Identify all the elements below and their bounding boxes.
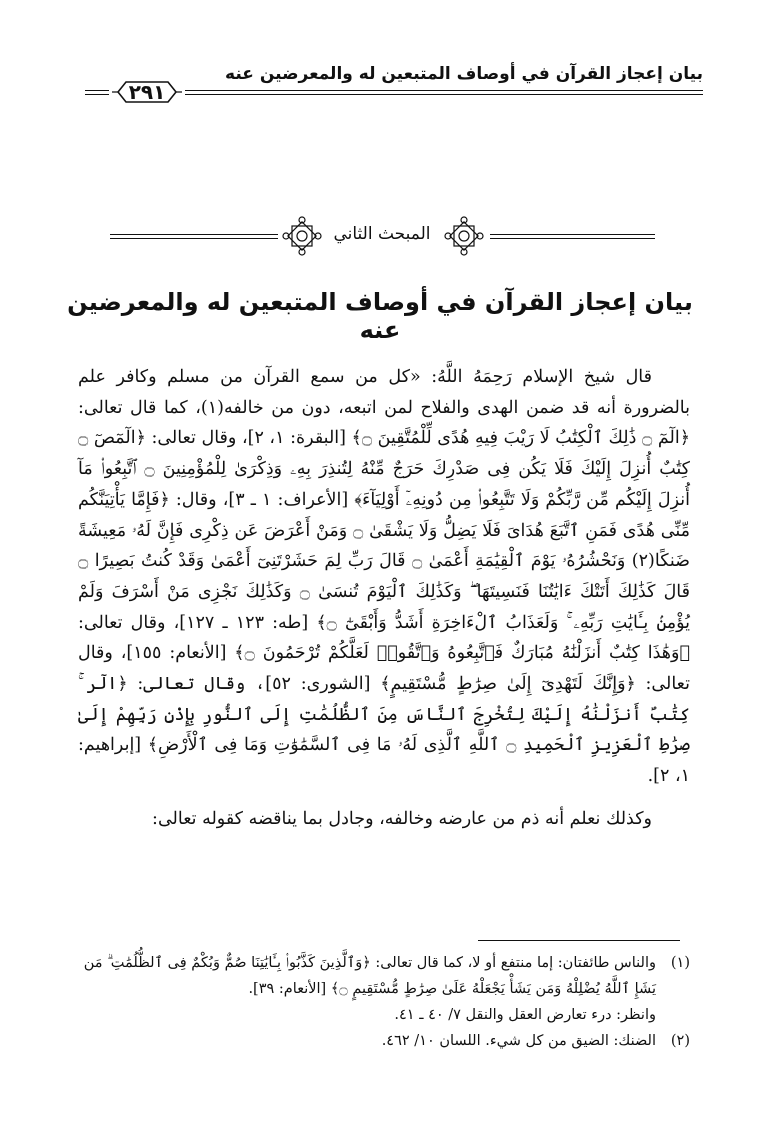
header-rule (85, 90, 109, 91)
header-rule (185, 94, 703, 95)
footnote-text: وانظر: درء تعارض العقل والنقل ٧/ ٤٠ ـ ٤١. (394, 1007, 656, 1023)
section-rule (110, 238, 278, 239)
footnote (78, 1028, 690, 1054)
section-label: المبحث الثاني (333, 224, 431, 244)
running-header-title: بيان إعجاز القرآن في أوصاف المتبعين له والمعرضين عنه (225, 64, 703, 84)
section-rule (490, 234, 655, 235)
page-number-text: ٢٩١ (128, 80, 166, 104)
footnote (78, 950, 690, 1028)
paragraph: قال شيخ الإسلام رَحِمَهُ اللَّهُ: «كل من سمع القرآن من مسلم وكافر علم بالضرورة أنه قد ضمن الهدى والفلاح لمن اتبعه، دون من خالفه(١)، كما قال تعالى: ﴿الٓمٓ ۝ ذَٰلِكَ ٱلْكِتَٰبُ لَا رَيْبَ فِيهِ هُدًى لِّلْمُتَّقِينَ ۝﴾ [البقرة: ١، ٢]، وقال تعالى: ﴿الٓمٓصٓ ۝ كِتَٰبٌ أُنزِلَ إِلَيْكَ فَلَا يَكُن فِى صَدْرِكَ حَرَجٌ مِّنْهُ لِتُنذِرَ بِهِۦ وَذِكْرَىٰ لِلْمُؤْمِنِينَ ۝ ٱتَّبِعُوا۟ مَآ أُنزِلَ إِلَيْكُم مِّن رَّبِّكُمْ وَلَا تَتَّبِعُوا۟ مِن دُونِهِۦٓ أَوْلِيَآءَ﴾ [الأعراف: ١ ـ ٣]، وقال: ﴿فَإِمَّا يَأْتِيَنَّكُم مِّنِّى هُدًى فَمَنِ ٱتَّبَعَ هُدَاىَ فَلَا يَضِلُّ وَلَا يَشْقَىٰ ۝ وَمَنْ أَعْرَضَ عَن ذِكْرِى فَإِنَّ لَهُۥ مَعِيشَةً ضَنكًا(٢) وَنَحْشُرُهُۥ يَوْمَ ٱلْقِيَٰمَةِ أَعْمَىٰ ۝ قَالَ رَبِّ لِمَ حَشَرْتَنِىٓ أَعْمَىٰ وَقَدْ كُنتُ بَصِيرًا ۝ قَالَ كَذَٰلِكَ أَتَتْكَ ءَايَٰتُنَا فَنَسِيتَهَا ۖ وَكَذَٰلِكَ ٱلْيَوْمَ تُنسَىٰ ۝ وَكَذَٰلِكَ نَجْزِى مَنْ أَسْرَفَ وَلَمْ يُؤْمِنۢ بِـَٔايَٰتِ رَبِّهِۦ ۚ وَلَعَذَابُ ٱلْءَاخِرَةِ أَشَدُّ وَأَبْقَىٰٓ ۝﴾ [طه: ١٢٣ ـ ١٢٧]، وقال تعالى: ﴿وَهَٰذَا كِتَٰبٌ أَنزَلْنَٰهُ مُبَارَكٌ فَٱتَّبِعُوهُ وَٱتَّقُوا۟ لَعَلَّكُمْ تُرْحَمُونَ ۝﴾ [الأنعام: ١٥٥]، وقال تعالى: ﴿وَإِنَّكَ لَتَهْدِىٓ إِلَىٰ صِرَٰطٍ مُّسْتَقِيمٍ﴾ [الشورى: ٥٢]، وقال تعالى: ﴿الٓر ۚ كِتَٰبٌ أَنزَلْنَٰهُ إِلَيْكَ لِتُخْرِجَ ٱلنَّاسَ مِنَ ٱلظُّلُمَٰتِ إِلَى ٱلنُّورِ بِإِذْنِ رَبِّهِمْ إِلَىٰ صِرَٰطِ ٱلْعَزِيزِ ٱلْحَمِيدِ ۝ ٱللَّهِ ٱلَّذِى لَهُۥ مَا فِى ٱلسَّمَٰوَٰتِ وَمَا فِى ٱلْأَرْضِ﴾ [إبراهيم: ١، ٢]. (78, 367, 691, 787)
body-text (78, 362, 690, 835)
footnotes (78, 950, 690, 1054)
section-heading (110, 216, 655, 256)
footnote-number: (١) (670, 955, 690, 971)
section-rule (110, 234, 278, 235)
footnote-number: (٢) (670, 1033, 690, 1049)
page-number (110, 78, 184, 106)
header-rule (85, 94, 109, 95)
section-title: بيان إعجاز القرآن في أوصاف المتبعين له والمعرضين عنه (67, 288, 693, 344)
header-rule (185, 90, 703, 91)
running-header (85, 60, 703, 110)
paragraph: وكذلك نعلم أنه ذم من عارضه وخالفه، وجادل بما يناقضه كقوله تعالى: (152, 808, 652, 829)
section-rule (490, 238, 655, 239)
footnote-text: والناس طائفتان: إما منتفع أو لا، كما قال تعالى: ﴿وَٱلَّذِينَ كَذَّبُوا۟ بِـَٔايَٰتِنَا صُمٌّ وَبُكْمٌ فِى ٱلظُّلُمَٰتِ ۗ مَن يَشَإِ ٱللَّهُ يُضْلِلْهُ وَمَن يَشَأْ يَجْعَلْهُ عَلَىٰ صِرَٰطٍ مُّسْتَقِيمٍ ۝﴾ [الأنعام: ٣٩]. (83, 955, 656, 997)
footnote-rule (478, 940, 680, 941)
floral-ornament-icon (282, 216, 322, 256)
footnote-text: الضنك: الضيق من كل شيء. اللسان ١٠/ ٤٦٢. (381, 1033, 656, 1049)
floral-ornament-icon (444, 216, 484, 256)
